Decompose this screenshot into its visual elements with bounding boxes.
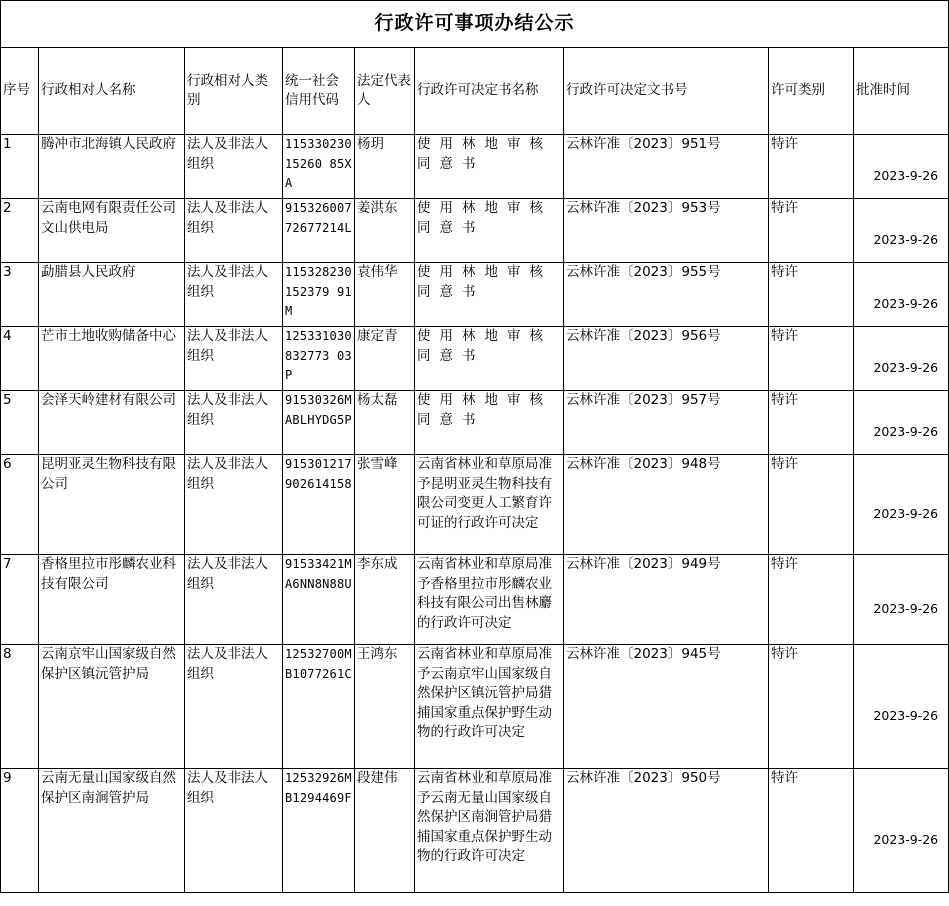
row-seq: 7 <box>1 555 39 645</box>
row-permit-type: 特许 <box>769 199 854 263</box>
row-category: 法人及非法人组织 <box>185 327 283 391</box>
row-category: 法人及非法人组织 <box>185 199 283 263</box>
row-approval-date: 2023-9-26 <box>854 455 949 555</box>
row-doc-no: 云林许准〔2023〕950号 <box>564 769 769 893</box>
row-legal-rep: 袁伟华 <box>355 263 415 327</box>
row-doc-no: 云林许准〔2023〕953号 <box>564 199 769 263</box>
row-doc-name: 云南省林业和草原局准予香格里拉市彤麟农业科技有限公司出售林麝的行政许可决定 <box>415 555 564 645</box>
table-row <box>1 327 949 391</box>
row-seq: 4 <box>1 327 39 391</box>
table-row <box>1 199 949 263</box>
row-doc-no: 云林许准〔2023〕948号 <box>564 455 769 555</box>
row-seq: 8 <box>1 645 39 769</box>
row-doc-no: 云林许准〔2023〕945号 <box>564 645 769 769</box>
row-doc-name: 云南省林业和草原局准予昆明亚灵生物科技有限公司变更人工繁育许可证的行政许可决定 <box>415 455 564 555</box>
row-credit-code: 91530326MABLHYDG5P <box>283 391 355 455</box>
table-row <box>1 645 949 769</box>
row-category: 法人及非法人组织 <box>185 455 283 555</box>
row-approval-date: 2023-9-26 <box>854 135 949 199</box>
row-approval-date: 2023-9-26 <box>854 645 949 769</box>
row-category: 法人及非法人组织 <box>185 391 283 455</box>
row-name: 芒市土地收购储备中心 <box>39 327 185 391</box>
row-doc-name: 云南省林业和草原局准予云南京牢山国家级自然保护区镇沅管护局猎捕国家重点保护野生动物的行政许可决定 <box>415 645 564 769</box>
row-credit-code: 915301217902614158 <box>283 455 355 555</box>
header-permit-type: 许可类别 <box>769 48 854 135</box>
row-category: 法人及非法人组织 <box>185 263 283 327</box>
table-row <box>1 555 949 645</box>
row-category: 法人及非法人组织 <box>185 555 283 645</box>
row-category: 法人及非法人组织 <box>185 645 283 769</box>
row-name: 云南京牢山国家级自然保护区镇沅管护局 <box>39 645 185 769</box>
row-legal-rep: 杨太磊 <box>355 391 415 455</box>
row-permit-type: 特许 <box>769 645 854 769</box>
row-legal-rep: 王鸿东 <box>355 645 415 769</box>
row-seq: 9 <box>1 769 39 893</box>
row-seq: 2 <box>1 199 39 263</box>
table-row <box>1 455 949 555</box>
row-legal-rep: 康定青 <box>355 327 415 391</box>
row-doc-no: 云林许准〔2023〕956号 <box>564 327 769 391</box>
row-name: 云南电网有限责任公司文山供电局 <box>39 199 185 263</box>
row-approval-date: 2023-9-26 <box>854 555 949 645</box>
header-doc-no: 行政许可决定文书号 <box>564 48 769 135</box>
row-legal-rep: 张雪峰 <box>355 455 415 555</box>
header-approval-date: 批准时间 <box>854 48 949 135</box>
row-approval-date: 2023-9-26 <box>854 199 949 263</box>
row-permit-type: 特许 <box>769 555 854 645</box>
row-credit-code: 12532700MB1077261C <box>283 645 355 769</box>
row-credit-code: 115328230152379 91M <box>283 263 355 327</box>
row-permit-type: 特许 <box>769 327 854 391</box>
table-row <box>1 769 949 893</box>
row-credit-code: 91533421MA6NN8N88U <box>283 555 355 645</box>
header-name: 行政相对人名称 <box>39 48 185 135</box>
row-legal-rep: 杨玥 <box>355 135 415 199</box>
row-credit-code: 125331030832773 03P <box>283 327 355 391</box>
row-doc-no: 云林许准〔2023〕957号 <box>564 391 769 455</box>
header-legal-rep: 法定代表人 <box>355 48 415 135</box>
row-permit-type: 特许 <box>769 135 854 199</box>
row-permit-type: 特许 <box>769 769 854 893</box>
row-doc-no: 云林许准〔2023〕949号 <box>564 555 769 645</box>
page-title: 行政许可事项办结公示 <box>1 1 949 48</box>
row-category: 法人及非法人组织 <box>185 769 283 893</box>
table-row <box>1 135 949 199</box>
row-doc-name: 使用林地审核同意书 <box>415 327 564 391</box>
header-category: 行政相对人类别 <box>185 48 283 135</box>
row-credit-code: 12532926MB1294469F <box>283 769 355 893</box>
row-approval-date: 2023-9-26 <box>854 391 949 455</box>
row-doc-name: 云南省林业和草原局准予云南无量山国家级自然保护区南涧管护局猎捕国家重点保护野生动物的行政许可决定 <box>415 769 564 893</box>
row-seq: 3 <box>1 263 39 327</box>
row-legal-rep: 段建伟 <box>355 769 415 893</box>
row-seq: 5 <box>1 391 39 455</box>
row-permit-type: 特许 <box>769 455 854 555</box>
row-doc-no: 云林许准〔2023〕955号 <box>564 263 769 327</box>
header-doc-name: 行政许可决定书名称 <box>415 48 564 135</box>
row-doc-name: 使用林地审核同意书 <box>415 135 564 199</box>
row-doc-no: 云林许准〔2023〕951号 <box>564 135 769 199</box>
row-approval-date: 2023-9-26 <box>854 263 949 327</box>
table-row <box>1 263 949 327</box>
header-row <box>1 48 949 135</box>
row-category: 法人及非法人组织 <box>185 135 283 199</box>
row-permit-type: 特许 <box>769 391 854 455</box>
row-legal-rep: 姜洪东 <box>355 199 415 263</box>
header-credit-code: 统一社会信用代码 <box>283 48 355 135</box>
row-approval-date: 2023-9-26 <box>854 769 949 893</box>
row-permit-type: 特许 <box>769 263 854 327</box>
row-name: 香格里拉市彤麟农业科技有限公司 <box>39 555 185 645</box>
row-credit-code: 91532600772677214L <box>283 199 355 263</box>
row-doc-name: 使用林地审核同意书 <box>415 199 564 263</box>
table-row <box>1 391 949 455</box>
row-name: 会泽天岭建材有限公司 <box>39 391 185 455</box>
row-name: 云南无量山国家级自然保护区南涧管护局 <box>39 769 185 893</box>
row-seq: 1 <box>1 135 39 199</box>
row-approval-date: 2023-9-26 <box>854 327 949 391</box>
row-name: 昆明亚灵生物科技有限公司 <box>39 455 185 555</box>
row-name: 勐腊县人民政府 <box>39 263 185 327</box>
header-seq: 序号 <box>1 48 39 135</box>
row-doc-name: 使用林地审核同意书 <box>415 391 564 455</box>
row-doc-name: 使用林地审核同意书 <box>415 263 564 327</box>
row-seq: 6 <box>1 455 39 555</box>
row-legal-rep: 李东成 <box>355 555 415 645</box>
row-name: 腾冲市北海镇人民政府 <box>39 135 185 199</box>
row-credit-code: 11533023015260 85XA <box>283 135 355 199</box>
